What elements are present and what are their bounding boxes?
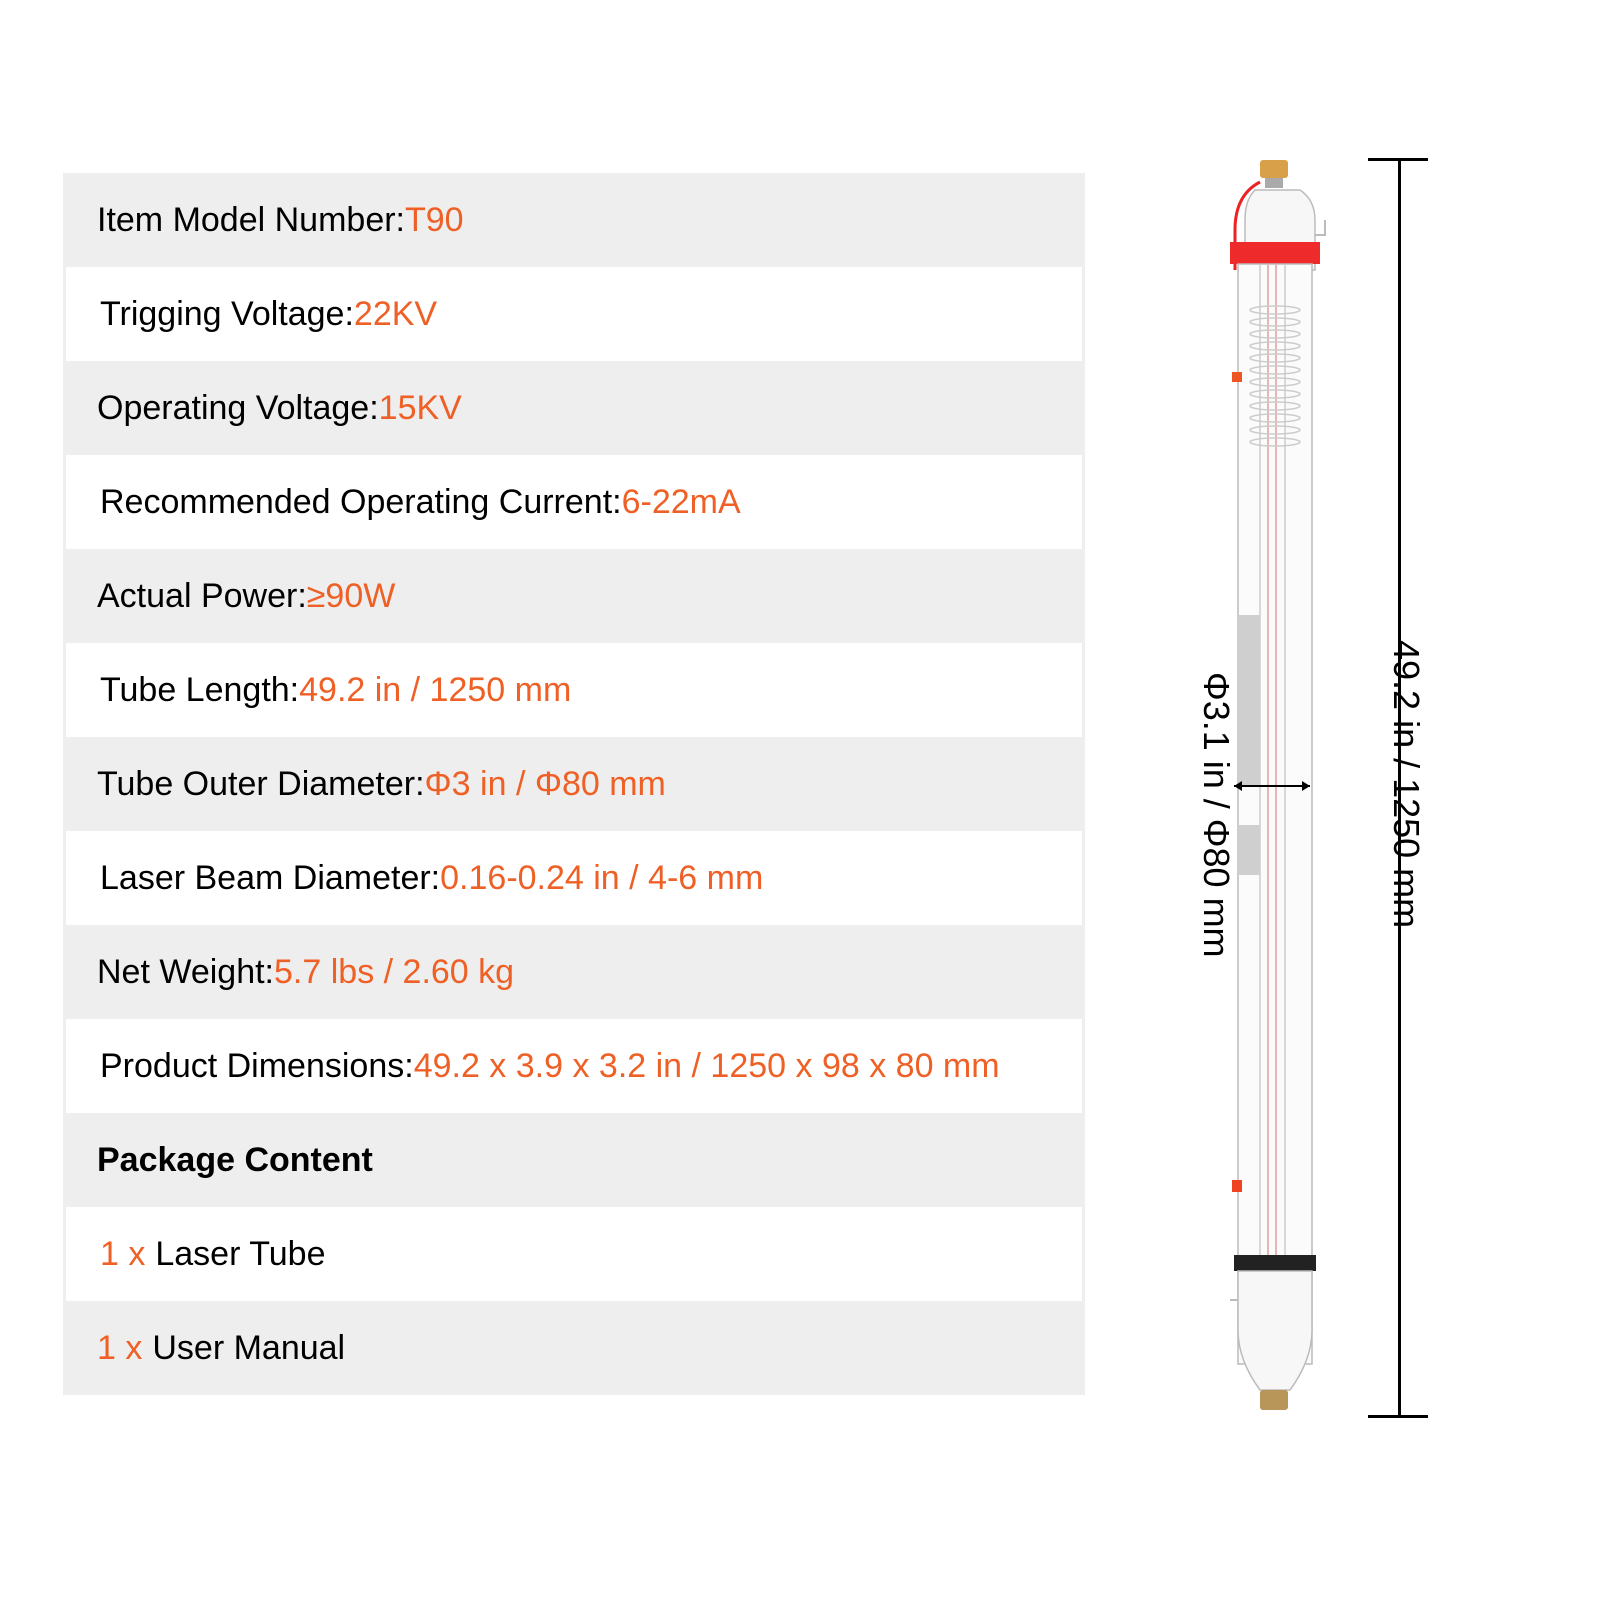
package-item-qty: 1 x bbox=[97, 1328, 143, 1367]
laser-tube-image bbox=[1230, 160, 1380, 1460]
spec-value: 15KV bbox=[378, 388, 462, 427]
length-label: 49.2 in / 1250 mm bbox=[1386, 640, 1427, 929]
spec-label: Net Weight: bbox=[97, 952, 275, 991]
spec-value: 5.7 lbs / 2.60 kg bbox=[274, 952, 515, 991]
spec-label: Item Model Number: bbox=[97, 200, 405, 239]
package-content-heading: Package Content bbox=[97, 1140, 373, 1179]
dimension-tick-top bbox=[1368, 158, 1428, 161]
spec-label: Actual Power: bbox=[97, 576, 307, 615]
spec-label: Recommended Operating Current: bbox=[100, 482, 622, 521]
spec-value: T90 bbox=[405, 200, 464, 239]
spec-label: Product Dimensions: bbox=[100, 1046, 414, 1085]
spec-label: Tube Outer Diameter: bbox=[97, 764, 425, 803]
spec-label: Tube Length: bbox=[100, 670, 300, 709]
spec-value: 22KV bbox=[353, 294, 438, 333]
spec-row-net-weight bbox=[63, 925, 1085, 1019]
spec-label: Trigging Voltage: bbox=[100, 294, 354, 333]
spec-row-beam-diameter bbox=[63, 831, 1085, 925]
diameter-label: Φ3.1 in / Φ80 mm bbox=[1196, 672, 1237, 958]
spec-value: 49.2 in / 1250 mm bbox=[299, 670, 572, 709]
package-content-heading-row bbox=[63, 1113, 1085, 1207]
package-item-laser-tube bbox=[63, 1207, 1085, 1301]
spec-row-operating-voltage bbox=[63, 361, 1085, 455]
spec-row-trigging-voltage bbox=[63, 267, 1085, 361]
spec-row-model bbox=[63, 173, 1085, 267]
spec-label: Operating Voltage: bbox=[97, 388, 379, 427]
spec-value: 49.2 x 3.9 x 3.2 in / 1250 x 98 x 80 mm bbox=[413, 1046, 1000, 1085]
spec-row-actual-power bbox=[63, 549, 1085, 643]
spec-value: ≥90W bbox=[306, 576, 396, 615]
package-item-qty: 1 x bbox=[100, 1234, 146, 1273]
spec-label: Laser Beam Diameter: bbox=[100, 858, 441, 897]
package-item-name: Laser Tube bbox=[155, 1234, 326, 1273]
spec-table bbox=[63, 173, 1085, 1395]
package-item-user-manual bbox=[63, 1301, 1085, 1395]
spec-row-product-dimensions bbox=[63, 1019, 1085, 1113]
spec-row-tube-outer-diameter bbox=[63, 737, 1085, 831]
spec-row-operating-current bbox=[63, 455, 1085, 549]
spec-value: Φ3 in / Φ80 mm bbox=[424, 764, 666, 803]
spec-value: 0.16-0.24 in / 4-6 mm bbox=[440, 858, 764, 897]
spec-row-tube-length bbox=[63, 643, 1085, 737]
spec-value: 6-22mA bbox=[621, 482, 741, 521]
dimension-tick-bottom bbox=[1368, 1415, 1428, 1418]
package-item-name: User Manual bbox=[152, 1328, 346, 1367]
